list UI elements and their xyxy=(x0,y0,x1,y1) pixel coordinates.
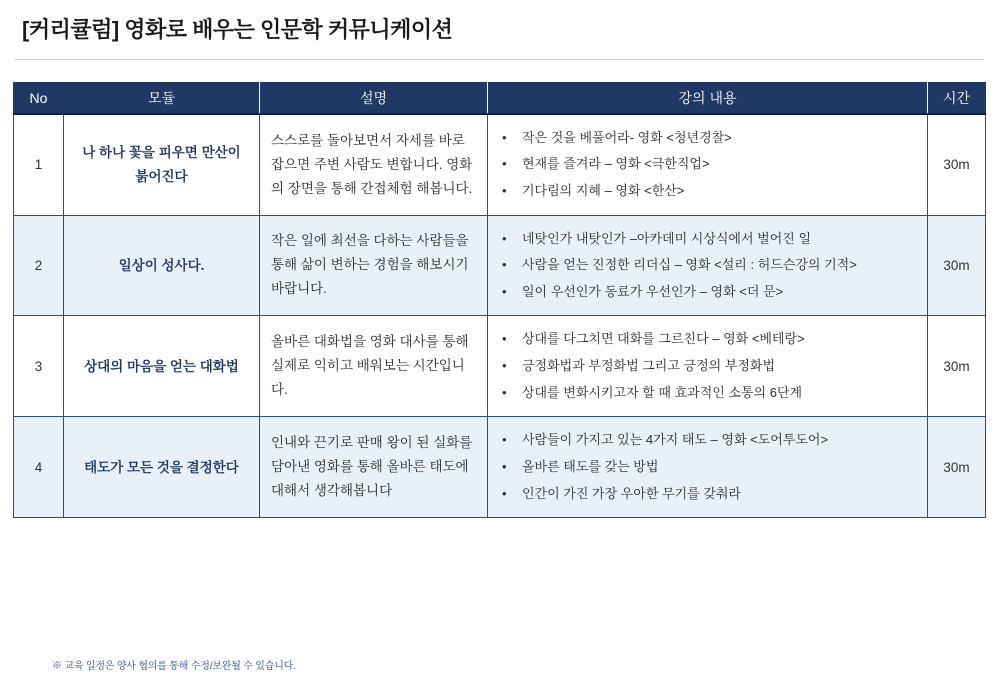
row-time: 30m xyxy=(928,316,986,417)
row-description: 올바른 대화법을 영화 대사를 통해 실제로 익히고 배워보는 시간입니다. xyxy=(260,316,488,417)
row-module: 상대의 마음을 얻는 대화법 xyxy=(64,316,260,417)
list-item: • 현재를 즐겨라 – 영화 <극한직업> xyxy=(494,151,917,178)
row-content xyxy=(488,114,928,215)
list-item: • 작은 것을 베풀어라- 영화 <청년경찰> xyxy=(494,125,917,152)
page-title: [커리큘럼] 영화로 배우는 인문학 커뮤니케이션 xyxy=(22,17,453,42)
table-row xyxy=(14,215,986,316)
row-time: 30m xyxy=(928,417,986,518)
list-item: • 사람들이 가지고 있는 4가지 태도 – 영화 <도어투도어> xyxy=(494,427,917,454)
table-row xyxy=(14,316,986,417)
list-item: • 올바른 태도를 갖는 방법 xyxy=(494,454,917,481)
table-header xyxy=(14,82,986,114)
row-description: 작은 일에 최선을 다하는 사람들을 통해 삶이 변하는 경험을 해보시기 바랍니다. xyxy=(260,215,488,316)
row-module: 태도가 모든 것을 결정한다 xyxy=(64,417,260,518)
column-header-description: 설명 xyxy=(260,82,488,114)
list-item: • 사람을 얻는 진정한 리더십 – 영화 <설리 : 허드슨강의 기적> xyxy=(494,252,917,279)
column-header-no: No xyxy=(14,82,64,114)
row-no: 1 xyxy=(14,114,64,215)
list-item: • 기다림의 지혜 – 영화 <한산> xyxy=(494,178,917,205)
curriculum-table xyxy=(13,82,986,519)
column-header-module: 모듈 xyxy=(64,82,260,114)
row-module: 일상이 성사다. xyxy=(64,215,260,316)
row-content xyxy=(488,417,928,518)
table-row xyxy=(14,417,986,518)
list-item: • 네탓인가 내탓인가 –아카데미 시상식에서 벌어진 일 xyxy=(494,226,917,253)
table-header-row xyxy=(14,82,986,114)
content-list xyxy=(494,427,917,507)
column-header-content: 강의 내용 xyxy=(488,82,928,114)
list-item: • 일이 우선인가 동료가 우선인가 – 영화 <더 문> xyxy=(494,279,917,306)
row-time: 30m xyxy=(928,215,986,316)
list-item: • 상대를 변화시키고자 할 때 효과적인 소통의 6단계 xyxy=(494,380,917,407)
row-module: 나 하나 꽃을 피우면 만산이 붉어진다 xyxy=(64,114,260,215)
row-time: 30m xyxy=(928,114,986,215)
row-description: 인내와 끈기로 판매 왕이 된 실화를 담아낸 영화를 통해 올바른 태도에 대해서 생각해봅니다 xyxy=(260,417,488,518)
content-list xyxy=(494,326,917,406)
row-description: 스스로를 돌아보면서 자세를 바로잡으면 주변 사람도 변합니다. 영화의 장면을 통해 간접체험 해봅니다. xyxy=(260,114,488,215)
row-content xyxy=(488,316,928,417)
list-item: • 인간이 가진 가장 우아한 무기를 갖춰라 xyxy=(494,481,917,508)
table-row xyxy=(14,114,986,215)
row-content xyxy=(488,215,928,316)
content-list xyxy=(494,125,917,205)
content-list xyxy=(494,226,917,306)
footnote: ※ 교육 일정은 양사 협의를 통해 수정/보완될 수 있습니다. xyxy=(52,661,296,672)
list-item: • 상대를 다그치면 대화를 그르친다 – 영화 <베테랑> xyxy=(494,326,917,353)
row-no: 3 xyxy=(14,316,64,417)
table-body xyxy=(14,114,986,518)
row-no: 4 xyxy=(14,417,64,518)
list-item: • 긍정화법과 부정화법 그리고 긍정의 부정화법 xyxy=(494,353,917,380)
row-no: 2 xyxy=(14,215,64,316)
column-header-time: 시간 xyxy=(928,82,986,114)
title-divider xyxy=(14,59,984,60)
